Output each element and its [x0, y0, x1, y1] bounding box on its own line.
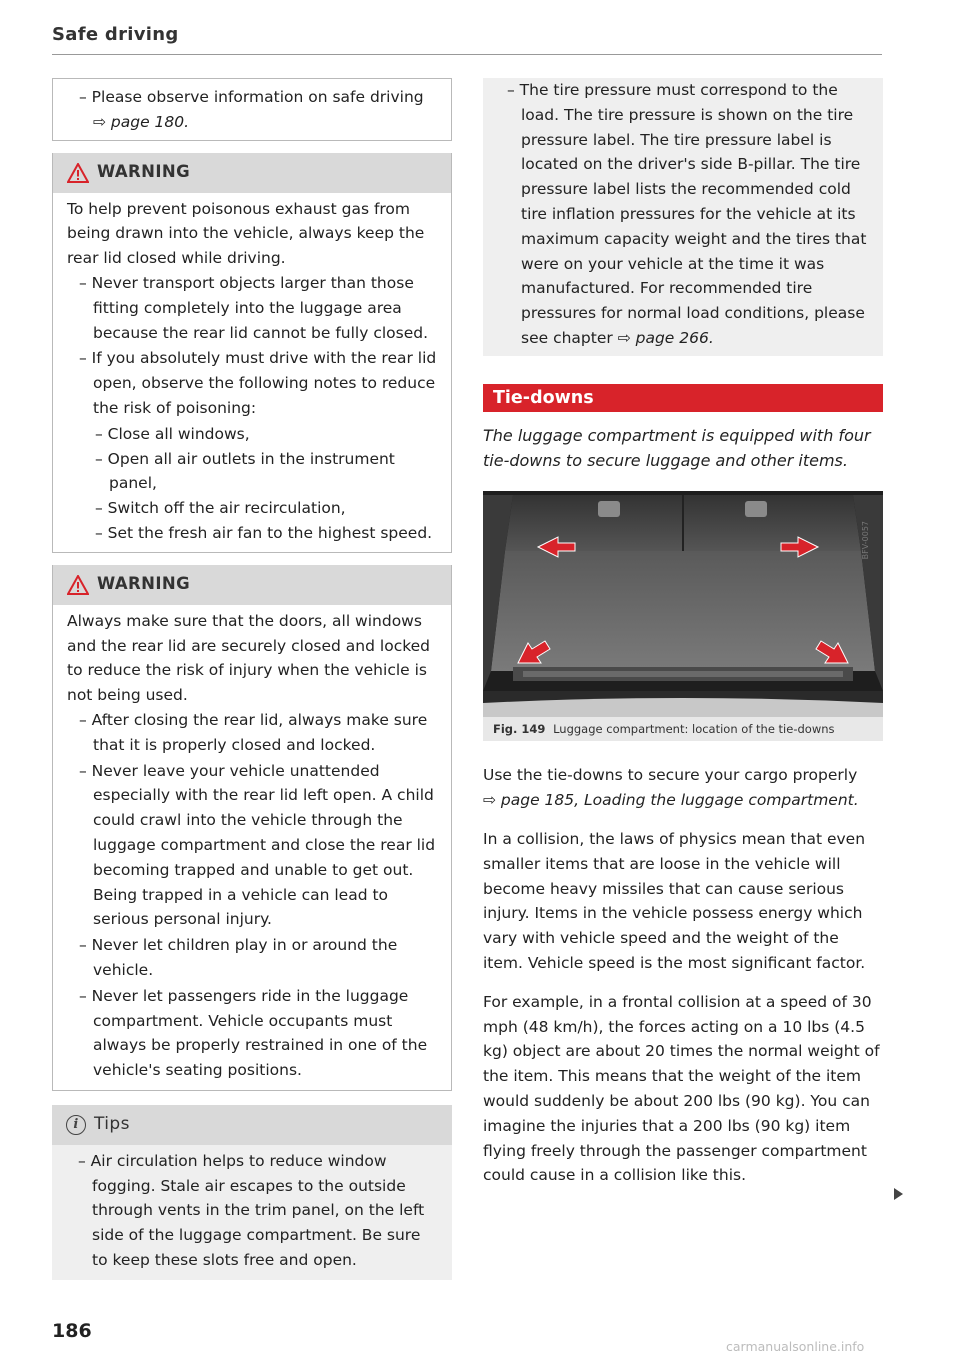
sub-list-item: – Close all windows,: [95, 424, 250, 443]
warning-intro: To help prevent poisonous exhaust gas from being drawn into the vehicle, always keep the rear lid closed while driving.: [67, 199, 425, 268]
figure-id: BFV-0057: [861, 521, 871, 560]
page-number: 186: [52, 1320, 92, 1342]
watermark: carmanualsonline.info: [726, 1339, 865, 1354]
left-column: [52, 78, 452, 1280]
paragraph: In a collision, the laws of physics mean that even smaller items that are loose in the vehicle will become heavy missiles that can cause serious injury. Items in the vehicle possess energy which vary with vehicle speed and the weight of the item. Vehicle speed is the most significant factor.: [483, 829, 866, 972]
figure-caption: [483, 717, 883, 741]
safe-driving-note: [52, 78, 452, 141]
paragraph: Use the tie-downs to secure your cargo properly ⇨ page 185, Loading the luggage compartment.: [483, 766, 859, 810]
warning-triangle-icon: [67, 163, 89, 183]
note-text: – Please observe information on safe driving ⇨ page 180.: [79, 88, 424, 131]
list-item: – Never let passengers ride in the luggage compartment. Vehicle occupants must always be properly restrained in one of the vehicle's seating positions.: [79, 986, 428, 1080]
page-ref-link[interactable]: ⇨ page 185, Loading the luggage compartment.: [483, 791, 859, 810]
tips-box: [52, 1105, 452, 1280]
warning-title: WARNING: [97, 574, 191, 594]
luggage-compartment-figure: [483, 491, 883, 717]
sub-list-item: – Switch off the air recirculation,: [95, 499, 346, 518]
section-title: Safe driving: [52, 24, 179, 45]
list-item: – Air circulation helps to reduce window fogging. Stale air escapes to the outside through vents in the trim panel, on the left side of the luggage compartment. Be sure to keep these slots free and open.: [78, 1151, 425, 1270]
figure-label: Fig. 149: [493, 722, 546, 737]
list-item: – Never leave your vehicle unattended especially with the rear lid left open. A child could crawl into the vehicle through the luggage compartment and close the rear lid becoming trapped and unable to get out. Being trapped in a vehicle can lead to serious personal injury.: [79, 761, 436, 929]
warning-intro: Always make sure that the doors, all windows and the rear lid are securely closed and locked to reduce the risk of injury when the vehicle is not being used.: [67, 611, 431, 705]
warning-header: [53, 565, 451, 605]
info-icon: i: [66, 1115, 86, 1135]
continue-arrow-icon: [894, 1188, 903, 1200]
warning-triangle-icon: [67, 575, 89, 595]
right-column: [483, 78, 883, 1188]
tire-pressure-note: [483, 78, 883, 356]
list-item: – After closing the rear lid, always make sure that it is properly closed and locked.: [79, 710, 428, 754]
header-rule: [52, 54, 882, 55]
page-ref-link[interactable]: ⇨ page 180.: [93, 112, 190, 131]
list-item: – Never let children play in or around the vehicle.: [79, 936, 398, 979]
paragraph: For example, in a frontal collision at a speed of 30 mph (48 km/h), the forces acting on a 10 lbs (4.5 kg) object are about 20 times the normal weight of the item. This means that the weight of the item would suddenly be about 200 lbs (90 kg). You can imagine the injuries that a 200 lbs (90 kg) item flying freely through the passenger compartment could cause in a collision like this.: [483, 992, 880, 1185]
luggage-compartment-illustration: [483, 491, 883, 717]
sub-list-item: – Open all air outlets in the instrument panel,: [95, 449, 395, 493]
sub-list-item: – Set the fresh air fan to the highest speed.: [95, 523, 433, 542]
warning-title: WARNING: [97, 162, 191, 182]
section-heading-tie-downs: Tie-downs: [483, 384, 883, 412]
tips-header: [52, 1105, 452, 1145]
list-item: – If you absolutely must drive with the rear lid open, observe the following notes to reduce the risk of poisoning:: [79, 349, 437, 417]
section-intro: The luggage compartment is equipped with four tie-downs to secure luggage and other items.: [483, 425, 871, 470]
tips-title: Tips: [94, 1114, 130, 1135]
page-ref-link[interactable]: ⇨ page 266.: [617, 328, 714, 347]
warning-body: [53, 193, 451, 552]
note-text: – The tire pressure must correspond to the load. The tire pressure is shown on the tire pressure label. The tire pressure label is located on the driver's side B-pillar. The tire pressure label lists the recommended cold tire inflation pressures for the vehicle at its maximum capacity weight and the tires that were on your vehicle at the time it was manufactured. For recommended tire pressures for normal load conditions, please see chapter ⇨ page 266.: [507, 81, 867, 347]
warning-header: [53, 153, 451, 193]
warning-body: [53, 605, 451, 1090]
list-item: – Never transport objects larger than those fitting completely into the luggage area because the rear lid cannot be fully closed.: [79, 273, 429, 342]
tips-body: [52, 1145, 452, 1280]
warning-box-security: [52, 565, 452, 1091]
warning-box-exhaust: [52, 153, 452, 553]
figure-caption-text: Luggage compartment: location of the tie-downs: [553, 722, 835, 737]
